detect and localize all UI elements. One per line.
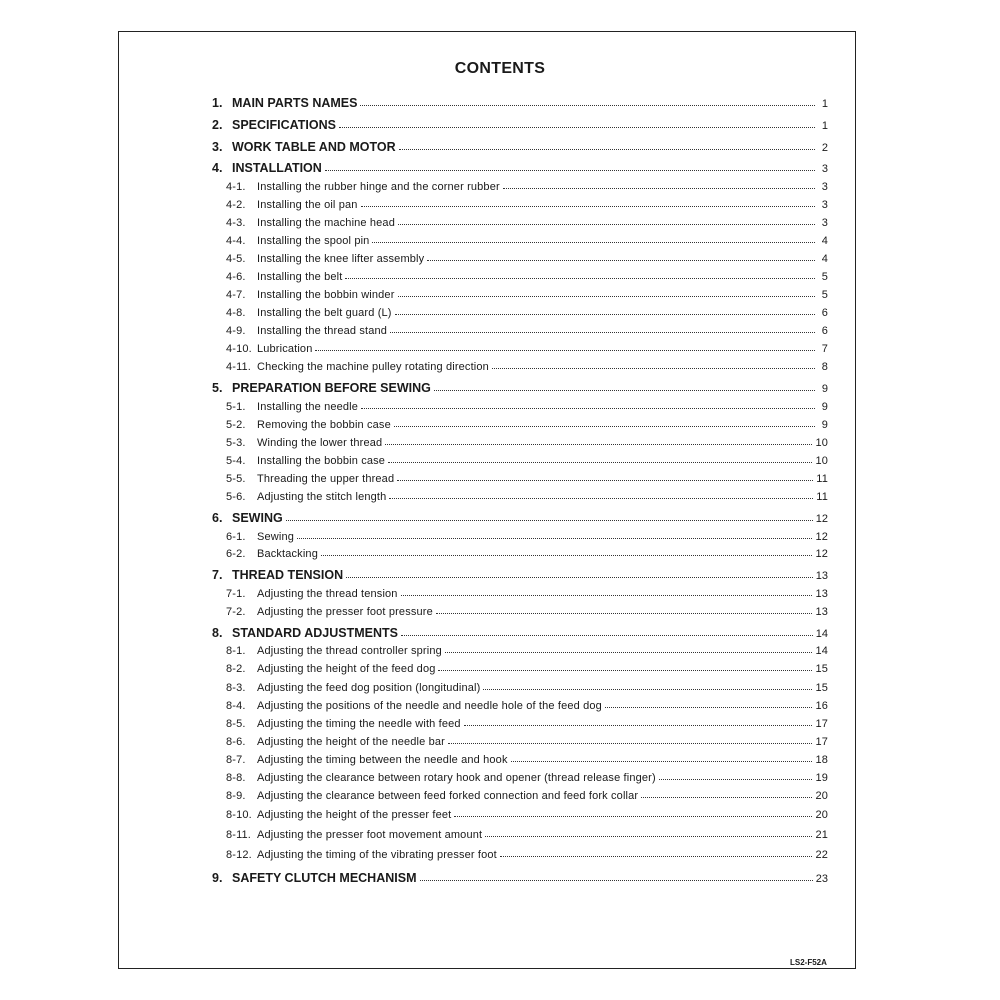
toc-entry-label: Adjusting the height of the feed dog: [257, 663, 436, 675]
toc-entry-page-number: 14: [815, 645, 828, 657]
toc-entry-label: Installing the needle: [257, 401, 359, 413]
toc-dot-leader: [286, 520, 813, 521]
toc-entry-page-number: 12: [815, 531, 828, 543]
toc-entry-number: 7.: [212, 568, 223, 582]
toc-entry-number: 9.: [212, 871, 223, 885]
toc-entry-page-number: 13: [815, 570, 828, 582]
toc-entry-label: Installing the thread stand: [257, 325, 388, 337]
toc-entry-label: Installing the spool pin: [257, 235, 370, 247]
toc-entry-number: 5-2.: [226, 419, 246, 431]
toc-dot-leader: [659, 779, 813, 780]
toc-entry-number: 4-9.: [226, 325, 246, 337]
toc-entry-page-number: 10: [815, 437, 828, 449]
toc-entry-page-number: 11: [816, 473, 828, 485]
toc-entry-label: Installing the rubber hinge and the corner rubber: [257, 181, 500, 193]
toc-entry-label: Sewing: [257, 531, 294, 543]
toc-section-entry: [212, 568, 828, 584]
toc-entry-number: 4-5.: [226, 253, 246, 265]
toc-entry-number: 8-4.: [226, 700, 246, 712]
toc-entry-page-number: 4: [821, 253, 828, 265]
toc-entry-number: 5-1.: [226, 401, 246, 413]
toc-dot-leader: [445, 652, 813, 653]
toc-dot-leader: [372, 242, 815, 243]
toc-section-entry: [212, 511, 828, 527]
toc-entry-page-number: 3: [821, 199, 828, 211]
toc-entry-page-number: 13: [815, 588, 828, 600]
toc-dot-leader: [297, 538, 812, 539]
toc-entry-page-number: 12: [815, 548, 828, 560]
toc-entry-number: 4-6.: [226, 271, 246, 283]
toc-subsection-entry: [212, 828, 828, 844]
toc-entry-page-number: 20: [815, 809, 828, 821]
toc-subsection-entry: [212, 587, 828, 603]
toc-section-entry: [212, 96, 828, 112]
toc-dot-leader: [385, 444, 812, 445]
toc-subsection-entry: [212, 547, 828, 563]
toc-entry-page-number: 15: [815, 663, 828, 675]
toc-entry-page-number: 3: [821, 163, 828, 175]
toc-entry-page-number: 12: [815, 513, 828, 525]
toc-entry-page-number: 5: [821, 271, 828, 283]
toc-entry-page-number: 21: [815, 829, 828, 841]
toc-entry-label: Adjusting the timing the needle with feed: [257, 718, 461, 730]
toc-entry-number: 8-12.: [226, 849, 252, 861]
toc-entry-number: 8-8.: [226, 772, 246, 784]
toc-dot-leader: [511, 761, 813, 762]
toc-subsection-entry: [212, 789, 828, 805]
toc-subsection-entry: [212, 324, 828, 340]
toc-entry-number: 2.: [212, 118, 223, 132]
toc-dot-leader: [503, 188, 815, 189]
toc-entry-number: 7-2.: [226, 606, 246, 618]
toc-subsection-entry: [212, 306, 828, 322]
toc-dot-leader: [325, 170, 815, 171]
toc-entry-number: 4-1.: [226, 181, 246, 193]
toc-entry-number: 5-4.: [226, 455, 246, 467]
toc-dot-leader: [395, 314, 815, 315]
toc-entry-number: 5-6.: [226, 491, 246, 503]
toc-dot-leader: [345, 278, 815, 279]
toc-dot-leader: [399, 149, 815, 150]
toc-entry-number: 1.: [212, 96, 223, 110]
toc-dot-leader: [388, 462, 812, 463]
toc-entry-label: Installing the oil pan: [257, 199, 358, 211]
toc-subsection-entry: [212, 400, 828, 416]
toc-subsection-entry: [212, 644, 828, 660]
toc-entry-label: STANDARD ADJUSTMENTS: [232, 626, 398, 640]
toc-dot-leader: [401, 595, 813, 596]
toc-entry-number: 4-11.: [226, 361, 252, 373]
toc-entry-label: THREAD TENSION: [232, 568, 344, 582]
toc-entry-page-number: 14: [815, 628, 828, 640]
toc-entry-page-number: 1: [821, 98, 828, 110]
toc-entry-label: Adjusting the timing between the needle and hook: [257, 754, 508, 766]
toc-subsection-entry: [212, 699, 828, 715]
toc-entry-page-number: 10: [815, 455, 828, 467]
toc-dot-leader: [339, 127, 815, 128]
toc-dot-leader: [438, 670, 812, 671]
toc-dot-leader: [398, 224, 815, 225]
toc-entry-label: Installing the bobbin case: [257, 455, 386, 467]
toc-subsection-entry: [212, 472, 828, 488]
toc-entry-number: 8-6.: [226, 736, 246, 748]
toc-entry-number: 8-2.: [226, 663, 246, 675]
toc-entry-label: SEWING: [232, 511, 283, 525]
toc-entry-label: Threading the upper thread: [257, 473, 395, 485]
toc-entry-page-number: 9: [821, 419, 828, 431]
toc-entry-label: Adjusting the height of the needle bar: [257, 736, 445, 748]
toc-entry-label: Adjusting the thread tension: [257, 588, 398, 600]
toc-entry-label: Installing the knee lifter assembly: [257, 253, 425, 265]
toc-entry-page-number: 2: [821, 142, 828, 154]
toc-subsection-entry: [212, 808, 828, 824]
toc-subsection-entry: [212, 252, 828, 268]
toc-subsection-entry: [212, 216, 828, 232]
toc-subsection-entry: [212, 454, 828, 470]
toc-entry-label: Checking the machine pulley rotating direction: [257, 361, 489, 373]
toc-subsection-entry: [212, 605, 828, 621]
toc-entry-label: Winding the lower thread: [257, 437, 383, 449]
toc-entry-number: 8-7.: [226, 754, 246, 766]
toc-subsection-entry: [212, 360, 828, 376]
toc-dot-leader: [361, 206, 815, 207]
toc-subsection-entry: [212, 198, 828, 214]
toc-subsection-entry: [212, 753, 828, 769]
toc-entry-page-number: 5: [821, 289, 828, 301]
toc-section-entry: [212, 381, 828, 397]
toc-entry-page-number: 17: [815, 718, 828, 730]
toc-subsection-entry: [212, 234, 828, 250]
toc-entry-number: 8-11.: [226, 829, 252, 841]
toc-entry-page-number: 19: [815, 772, 828, 784]
toc-subsection-entry: [212, 530, 828, 546]
toc-entry-label: Adjusting the positions of the needle and needle hole of the feed dog: [257, 700, 602, 712]
toc-dot-leader: [360, 105, 815, 106]
toc-entry-label: Adjusting the presser foot pressure: [257, 606, 433, 618]
toc-dot-leader: [483, 689, 812, 690]
toc-section-entry: [212, 161, 828, 177]
toc-subsection-entry: [212, 681, 828, 697]
toc-dot-leader: [605, 707, 813, 708]
toc-subsection-entry: [212, 848, 828, 864]
toc-dot-leader: [500, 856, 813, 857]
toc-entry-number: 8-9.: [226, 790, 246, 802]
toc-dot-leader: [389, 498, 813, 499]
toc-dot-leader: [434, 390, 815, 391]
toc-subsection-entry: [212, 771, 828, 787]
toc-entry-label: SAFETY CLUTCH MECHANISM: [232, 871, 417, 885]
toc-entry-label: Adjusting the clearance between feed forked connection and feed fork collar: [257, 790, 639, 802]
toc-entry-label: INSTALLATION: [232, 161, 322, 175]
toc-entry-number: 8.: [212, 626, 223, 640]
toc-entry-number: 5-5.: [226, 473, 246, 485]
toc-entry-number: 4-10.: [226, 343, 252, 355]
toc-entry-number: 6-2.: [226, 548, 246, 560]
toc-entry-label: Adjusting the stitch length: [257, 491, 387, 503]
toc-section-entry: [212, 140, 828, 156]
toc-entry-page-number: 17: [815, 736, 828, 748]
toc-subsection-entry: [212, 662, 828, 678]
toc-section-entry: [212, 871, 828, 887]
toc-entry-page-number: 16: [815, 700, 828, 712]
page-title: CONTENTS: [454, 60, 546, 77]
toc-dot-leader: [641, 797, 812, 798]
toc-dot-leader: [321, 555, 812, 556]
toc-entry-number: 4-4.: [226, 235, 246, 247]
toc-entry-number: 5.: [212, 381, 223, 395]
toc-subsection-entry: [212, 490, 828, 506]
toc-entry-number: 6.: [212, 511, 223, 525]
toc-entry-page-number: 8: [821, 361, 828, 373]
toc-dot-leader: [420, 880, 813, 881]
toc-dot-leader: [398, 296, 815, 297]
toc-entry-number: 8-10.: [226, 809, 252, 821]
toc-entry-label: Adjusting the height of the presser feet: [257, 809, 452, 821]
toc-subsection-entry: [212, 436, 828, 452]
toc-entry-number: 4-2.: [226, 199, 246, 211]
toc-entry-page-number: 20: [815, 790, 828, 802]
toc-dot-leader: [397, 480, 813, 481]
toc-subsection-entry: [212, 342, 828, 358]
toc-entry-label: Adjusting the thread controller spring: [257, 645, 442, 657]
toc-dot-leader: [464, 725, 813, 726]
toc-dot-leader: [346, 577, 813, 578]
toc-entry-label: Installing the bobbin winder: [257, 289, 395, 301]
toc-subsection-entry: [212, 288, 828, 304]
toc-entry-label: Adjusting the presser foot movement amount: [257, 829, 483, 841]
toc-dot-leader: [492, 368, 815, 369]
toc-subsection-entry: [212, 180, 828, 196]
toc-entry-label: MAIN PARTS NAMES: [232, 96, 358, 110]
toc-dot-leader: [427, 260, 815, 261]
toc-entry-page-number: 9: [821, 383, 828, 395]
toc-entry-page-number: 9: [821, 401, 828, 413]
toc-subsection-entry: [212, 270, 828, 286]
toc-entry-label: Adjusting the clearance between rotary hook and opener (thread release finger): [257, 772, 656, 784]
toc-entry-page-number: 15: [815, 682, 828, 694]
toc-dot-leader: [401, 635, 813, 636]
toc-entry-page-number: 1: [821, 120, 828, 132]
toc-entry-label: Removing the bobbin case: [257, 419, 391, 431]
toc-subsection-entry: [212, 717, 828, 733]
toc-entry-page-number: 3: [821, 217, 828, 229]
toc-dot-leader: [485, 836, 812, 837]
toc-entry-number: 8-1.: [226, 645, 246, 657]
toc-entry-page-number: 7: [821, 343, 828, 355]
toc-entry-number: 4-7.: [226, 289, 246, 301]
toc-entry-number: 7-1.: [226, 588, 246, 600]
toc-dot-leader: [394, 426, 815, 427]
toc-entry-page-number: 3: [821, 181, 828, 193]
toc-entry-number: 5-3.: [226, 437, 246, 449]
toc-entry-label: Installing the machine head: [257, 217, 395, 229]
toc-section-entry: [212, 626, 828, 642]
toc-entry-label: PREPARATION BEFORE SEWING: [232, 381, 431, 395]
toc-entry-number: 8-3.: [226, 682, 246, 694]
toc-entry-label: Adjusting the feed dog position (longitudinal): [257, 682, 481, 694]
toc-entry-label: Installing the belt guard (L): [257, 307, 392, 319]
toc-entry-page-number: 4: [821, 235, 828, 247]
toc-entry-page-number: 13: [815, 606, 828, 618]
toc-entry-number: 3.: [212, 140, 223, 154]
toc-entry-number: 6-1.: [226, 531, 246, 543]
toc-entry-page-number: 6: [821, 307, 828, 319]
toc-entry-label: Installing the belt: [257, 271, 343, 283]
toc-entry-page-number: 23: [815, 873, 828, 885]
toc-entry-label: Adjusting the timing of the vibrating presser foot: [257, 849, 497, 861]
toc-entry-label: WORK TABLE AND MOTOR: [232, 140, 396, 154]
toc-entry-page-number: 11: [816, 491, 828, 503]
toc-entry-label: Backtacking: [257, 548, 318, 560]
toc-subsection-entry: [212, 735, 828, 751]
toc-section-entry: [212, 118, 828, 134]
toc-dot-leader: [361, 408, 815, 409]
toc-entry-label: SPECIFICATIONS: [232, 118, 336, 132]
document-code: LS2-F52A: [790, 958, 827, 967]
toc-entry-page-number: 6: [821, 325, 828, 337]
toc-subsection-entry: [212, 418, 828, 434]
toc-entry-number: 4-8.: [226, 307, 246, 319]
toc-dot-leader: [315, 350, 815, 351]
toc-entry-number: 4-3.: [226, 217, 246, 229]
toc-dot-leader: [390, 332, 815, 333]
toc-dot-leader: [436, 613, 813, 614]
toc-entry-label: Lubrication: [257, 343, 313, 355]
toc-entry-number: 8-5.: [226, 718, 246, 730]
toc-entry-page-number: 18: [815, 754, 828, 766]
toc-dot-leader: [454, 816, 812, 817]
toc-dot-leader: [448, 743, 813, 744]
toc-entry-page-number: 22: [815, 849, 828, 861]
toc-entry-number: 4.: [212, 161, 223, 175]
